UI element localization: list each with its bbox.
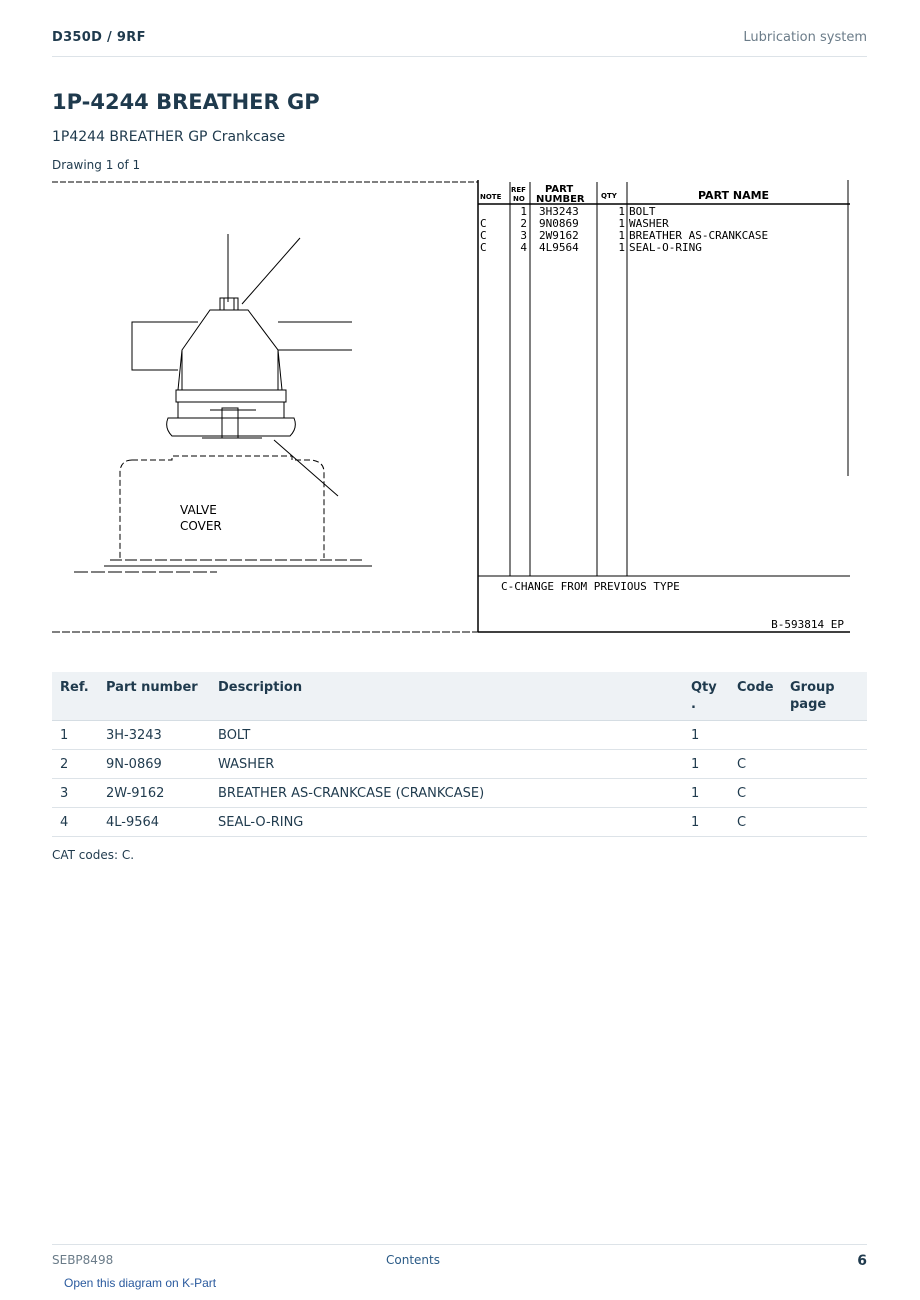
cell-group-page	[782, 779, 867, 808]
drawing-count-label: Drawing 1 of 1	[52, 158, 141, 172]
page-number: 6	[857, 1253, 867, 1269]
cell-part-number: 3H-3243	[98, 721, 210, 750]
parts-list-ref: 4	[520, 241, 527, 254]
column-header-qty	[683, 672, 729, 721]
cell-ref: 2	[52, 750, 98, 779]
parts-list-part-number: 2W9162	[539, 229, 579, 242]
column-header-group-line2: page	[790, 697, 827, 712]
parts-list-header-part2: NUMBER	[536, 194, 585, 205]
cell-group-page	[782, 808, 867, 837]
table-row	[52, 750, 867, 779]
column-header-qty-line2: .	[691, 697, 696, 712]
cell-ref: 4	[52, 808, 98, 837]
parts-list-qty: 1	[618, 217, 625, 230]
parts-list-qty: 1	[618, 241, 625, 254]
parts-list-header-name: PART NAME	[698, 189, 770, 202]
table-row	[52, 808, 867, 837]
parts-diagram	[52, 180, 852, 634]
cell-qty: 1	[683, 721, 729, 750]
parts-list-qty: 1	[618, 205, 625, 218]
parts-list-name: BOLT	[629, 205, 656, 218]
column-header-description: Description	[210, 672, 683, 721]
drawing-change-note: C-CHANGE FROM PREVIOUS TYPE	[501, 580, 680, 593]
cell-description: BREATHER AS-CRANKCASE (CRANKCASE)	[210, 779, 683, 808]
page-header	[52, 28, 867, 57]
cell-group-page	[782, 750, 867, 779]
parts-list-header-note: NOTE	[480, 193, 502, 201]
column-header-part-number: Part number	[98, 672, 210, 721]
cell-qty: 1	[683, 808, 729, 837]
model-label: D350D / 9RF	[52, 30, 146, 45]
cell-code	[729, 721, 782, 750]
cell-qty: 1	[683, 779, 729, 808]
parts-list-note: C	[480, 229, 487, 242]
parts-list-name: BREATHER AS-CRANKCASE	[629, 229, 769, 242]
parts-list-name: WASHER	[629, 217, 669, 230]
cell-ref: 3	[52, 779, 98, 808]
parts-list-note: C	[480, 241, 487, 254]
cell-qty: 1	[683, 750, 729, 779]
drawing-callout-line2: COVER	[180, 519, 222, 533]
parts-list-ref: 1	[520, 205, 527, 218]
table-row	[52, 721, 867, 750]
cell-description: BOLT	[210, 721, 683, 750]
parts-list-part-number: 9N0869	[539, 217, 579, 230]
cell-description: WASHER	[210, 750, 683, 779]
parts-list-header-qty: QTY	[601, 192, 617, 200]
page-subtitle: 1P4244 BREATHER GP Crankcase	[52, 129, 286, 145]
column-header-qty-line1: Qty	[691, 680, 717, 695]
parts-list-header-ref2: NO	[513, 195, 525, 203]
section-label: Lubrication system	[743, 30, 867, 45]
cell-part-number: 2W-9162	[98, 779, 210, 808]
parts-list-note: C	[480, 217, 487, 230]
drawing-number: B-593814 EP	[771, 618, 844, 631]
page-title: 1P-4244 BREATHER GP	[52, 90, 320, 114]
contents-link[interactable]: Contents	[386, 1253, 440, 1267]
column-header-ref: Ref.	[52, 672, 98, 721]
parts-list-qty: 1	[618, 229, 625, 242]
column-header-group-page	[782, 672, 867, 721]
table-header-row	[52, 672, 867, 721]
column-header-code: Code	[729, 672, 782, 721]
cell-part-number: 4L-9564	[98, 808, 210, 837]
cell-part-number: 9N-0869	[98, 750, 210, 779]
parts-list-part-number: 3H3243	[539, 205, 579, 218]
parts-list-ref: 2	[520, 217, 527, 230]
parts-list-part-number: 4L9564	[539, 241, 579, 254]
cell-ref: 1	[52, 721, 98, 750]
parts-list-header-part1: PART	[545, 184, 574, 195]
drawing-callout-line1: VALVE	[180, 503, 217, 517]
cell-description: SEAL-O-RING	[210, 808, 683, 837]
cell-code: C	[729, 779, 782, 808]
kpart-link[interactable]: Open this diagram on K-Part	[64, 1276, 217, 1290]
cell-code: C	[729, 750, 782, 779]
document-id: SEBP8498	[52, 1253, 114, 1267]
parts-list-header-ref1: REF	[511, 186, 526, 194]
parts-list-name: SEAL-O-RING	[629, 241, 702, 254]
cell-code: C	[729, 808, 782, 837]
cell-group-page	[782, 721, 867, 750]
cat-codes-note: CAT codes: C.	[52, 848, 135, 862]
parts-table	[52, 672, 867, 837]
parts-list-ref: 3	[520, 229, 527, 242]
table-row	[52, 779, 867, 808]
column-header-group-line1: Group	[790, 680, 835, 695]
page-footer	[52, 1244, 867, 1275]
